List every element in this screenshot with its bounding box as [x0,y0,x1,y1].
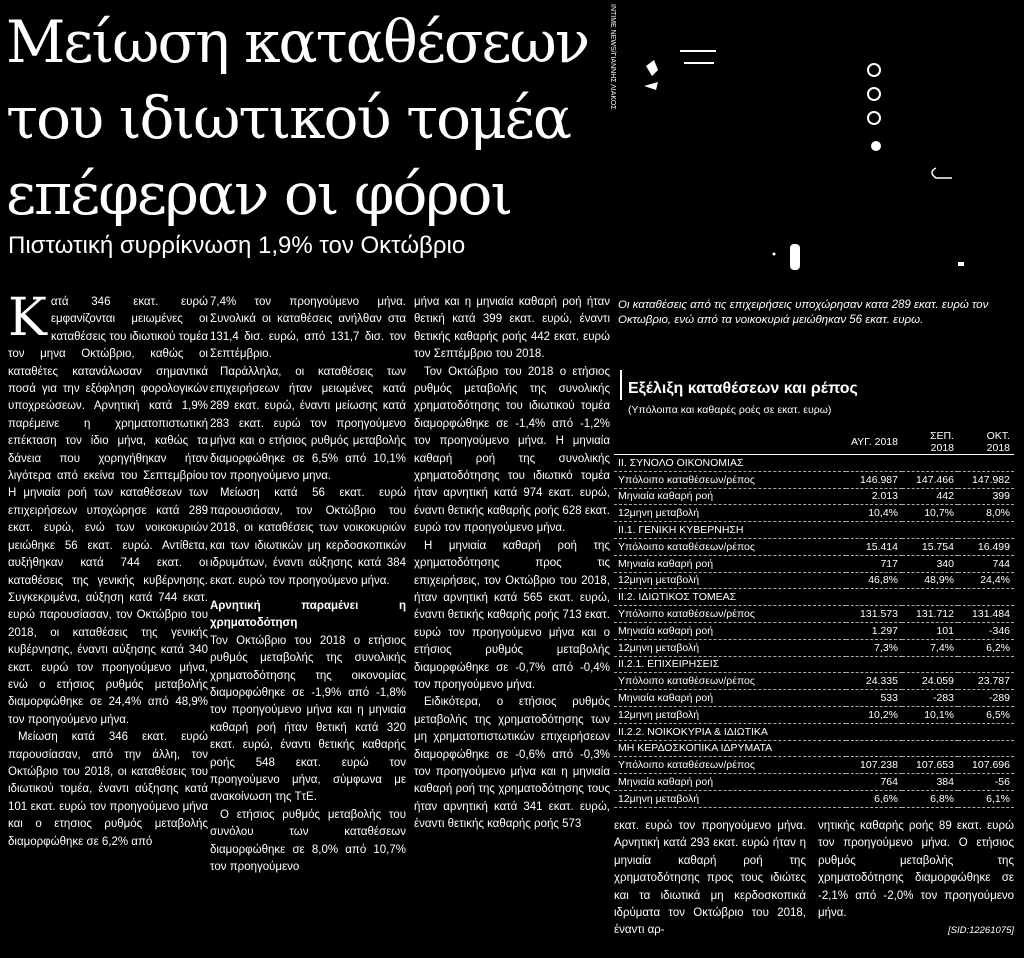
sid-code: [SID:12261075] [947,925,1014,937]
row-value [958,589,1014,606]
row-value: 10,2% [846,706,902,723]
section-heading: Αρνητική παραμένει η χρηματοδότηση [210,599,406,630]
row-label: Υπόλοιπο καταθέσεων/ρέπος [614,538,846,555]
row-label: Υπόλοιπο καταθέσεων/ρέπος [614,471,846,488]
row-label: 12μηνη μεταβολή [614,505,846,522]
table-title: Εξέλιξη καταθέσεων και ρέπος [628,380,858,397]
row-value: -289 [958,690,1014,707]
article-paragraph: Μείωση κατά 346 εκατ. ευρώ παρουσίασαν, από την άλλη, τον Οκτώβριο του 2018, οι καταθέσεις του ιδιωτικού τομέα, έναντι αύξησης κατά 101 εκατ. ευρώ τον προηγούμενο μήνα και ο ετησιος ρυθμός μεταβολής διαμορφώθηκε σε 6,2% από [8,731,208,848]
row-label: ΜΗ ΚΕΡΔΟΣΚΟΠΙΚΑ ΙΔΡΥΜΑΤΑ [614,740,846,757]
row-label: Μηνιαία καθαρή ροή [614,774,846,791]
table-row [614,690,1014,707]
article-column-3 [414,294,610,834]
row-value: 131.573 [846,606,902,623]
article-paragraph: Ειδικότερα, ο ετήσιος ρυθμός μεταβολής της χρηματοδότησης των μη χρηματοπιστωτικών επιχειρήσεων διαμορφώθηκε σε -0,6% από -0,3% τον προηγούμενο μήνα και η μηνιαία καθαρή ροή της χρηματοδότησης τους ήταν αρνητική κατά 341 εκατ. ευρώ, έναντι θετικής καθαρής ροής 573 [414,696,610,831]
article-paragraph: Παράλληλα, οι καταθέσεις των επιχειρήσεων ήταν μειωμένες κατά 289 εκατ. ευρώ, έναντι μείωσης κατά 283 εκατ. ευρώ τον προηγούμενο μήνα και ο ετήσιος ρυθμός μεταβολής διαμορφώθηκε σε 6,5% από 10,1% τον προηγούμενο μηνα. [210,365,406,483]
row-value: 23.787 [958,673,1014,690]
row-value: 717 [846,555,902,572]
row-label: II.2.1. ΕΠΙΧΕΙΡΗΣΕΙΣ [614,656,846,673]
row-label: 12μηνη μεταβολή [614,639,846,656]
table-header-cell [614,430,846,455]
row-value: 131.484 [958,606,1014,623]
article-paragraph: εκατ. ευρώ τον προηγούμενο μήνα. Αρνητική κατά 293 εκατ. ευρώ ήταν η μηνιαία καθαρή ροή της χρηματοδότησης προς τους ιδιώτες και τα ιδιωτικά μη κερδοσκοπικά ιδρύματα τον Οκτώβριο του 2018, έναντι αρ- [614,820,806,937]
row-value [846,656,902,673]
table-row [614,455,1014,472]
row-value: 46,8% [846,572,902,589]
table-row [614,538,1014,555]
table-row [614,723,1014,740]
row-value: 24,4% [958,572,1014,589]
row-label: II.2.2. ΝΟΙΚΟΚΥΡΙΑ & ΙΔΙΩΤΙΚΑ [614,723,846,740]
photo-credit-text: INTIME NEWS/ΓΙΑΝΝΗΣ ΛΙΑΚΟΣ [609,4,616,110]
row-value: 7,4% [902,639,958,656]
table-header-cell: ΑΥΓ. 2018 [846,430,902,455]
row-value: 6,2% [958,639,1014,656]
table-row [614,774,1014,791]
row-value: 147.982 [958,471,1014,488]
row-value: 146.987 [846,471,902,488]
row-value: 48,9% [902,572,958,589]
row-value: 340 [902,555,958,572]
row-value: 442 [902,488,958,505]
row-value: 6,5% [958,706,1014,723]
table-row [614,488,1014,505]
row-value: 107.653 [902,757,958,774]
row-value: 6,8% [902,790,958,807]
row-value: 2.013 [846,488,902,505]
article-paragraph: Η μηνιαία καθαρή ροή της χρηματοδότησης προς τις επιχειρήσεις, τον Οκτώβριο του 2018, ήταν αρνητική κατά 565 εκατ. ευρώ, έναντι θετικής καθαρής ροής 713 εκατ. ευρώ τον προηγούμενο μήνα και ο ετήσιος ρυθμός μεταβολής διαμορφώθηκε σε -0,7% από -0,4% τον προηγούμενο μήνα. [414,539,610,691]
table-row [614,589,1014,606]
table-row [614,606,1014,623]
table-row [614,522,1014,539]
row-value [846,455,902,472]
table-subtitle: (Υπόλοιπα και καθαρές ροές σε εκατ. ευρω) [628,404,832,416]
table-row [614,656,1014,673]
row-value [902,723,958,740]
row-value: -346 [958,622,1014,639]
row-label: II. ΣΥΝΟΛΟ ΟΙΚΟΝΟΜΙΑΣ [614,455,846,472]
row-label: Υπόλοιπο καταθέσεων/ρέπος [614,757,846,774]
table-row [614,622,1014,639]
row-value: 1.297 [846,622,902,639]
row-value [958,740,1014,757]
article-paragraph: νητικής καθαρής ροής 89 εκατ. ευρώ τον προηγούμενο μήνα. Ο ετήσιος ρυθμός μεταβολής της χρηματοδότησης διαμορφώθηκε σε -2,1% από -2,0% τον προηγούμενο μήνα. [818,820,1014,920]
row-value: 6,1% [958,790,1014,807]
row-value: 107.696 [958,757,1014,774]
article-paragraph: Τον Οκτώβριο του 2018 ο ετήσιος ρυθμός μεταβολής της συνολικής χρηματοδότησης της οικονομίας διαμορφώθηκε σε -1,9% από -1,8% τον προηγούμενο μήνα και η μηνιαία καθαρή ροή ήταν θετική κατά 320 εκατ. ευρώ, έναντι θετικής καθαρής ροής 548 εκατ. ευρώ τον προηγούμενο μήνα, σύμφωνα με ανακοίνωση της ΤτΕ. [210,634,406,804]
row-value: 10,1% [902,706,958,723]
row-value: 24.335 [846,673,902,690]
table-frame-line [620,370,622,400]
table-header-cell: ΣΕΠ. 2018 [902,430,958,455]
photo-credit [604,4,618,110]
row-value [958,455,1014,472]
row-value: 10,7% [902,505,958,522]
row-value [902,656,958,673]
row-value: 744 [958,555,1014,572]
row-value [902,522,958,539]
row-label: Μηνιαία καθαρή ροή [614,690,846,707]
row-label: Υπόλοιπο καταθέσεων/ρέπος [614,673,846,690]
row-value: 8,0% [958,505,1014,522]
row-value: 107.238 [846,757,902,774]
deposits-table [614,430,1014,808]
table-row [614,639,1014,656]
table-row [614,673,1014,690]
row-label: Υπόλοιπο καταθέσεων/ρέπος [614,606,846,623]
row-label: 12μηνη μεταβολή [614,706,846,723]
article-paragraph: Μείωση κατά 56 εκατ. ευρώ παρουσιάσαν, τον Οκτώβριο του 2018, οι καταθέσεις των νοικοκυριών και των ιδιωτικών μη κερδοσκοπικών ιδρυμάτων, έναντι αύξησης κατά 384 εκατ. ευρώ τον προηγούμενο μήνα. [210,487,406,587]
row-value [958,656,1014,673]
headline: Μείωση καταθέσεων του ιδιωτικού τομέα επέφεραν οι φόροι [6,8,589,228]
row-value [846,589,902,606]
row-label: Μηνιαία καθαρή ροή [614,488,846,505]
table-row [614,706,1014,723]
row-value [958,522,1014,539]
photo-abacus [624,0,1024,290]
row-value: 764 [846,774,902,791]
article-paragraph: μήνα και η μηνιαία καθαρή ροή ήταν θετική κατά 399 εκατ. ευρώ, έναντι θετικής καθαρής ροής 442 εκατ. ευρώ τον Σεπτέμβριο του 2018. [414,296,610,361]
article-paragraph: Τον Οκτώβριο του 2018 ο ετήσιος ρυθμός μεταβολής της συνολικής χρηματοδότησης του ιδιωτικού τομέα διαμορφώθηκε σε -1,4% από -1,2% τον προηγούμενο μήνα. Η μηνιαία καθαρή ροή της συνολικής χρηματοδότησης του ιδιωτικό τομέα ήταν αρνητική κατά 974 εκατ. ευρώ, έναντι θετικής καθαρής ροής 628 εκατ. ευρώ τον προηγούμενο μήνα. [414,365,610,535]
article-paragraph: Ο ετήσιος ρυθμός μεταβολής του συνόλου των καταθέσεων διαμορφώθηκε σε 8,0% από 10,7% τον προηγούμενο [210,808,406,873]
table-row [614,740,1014,757]
row-value [902,740,958,757]
row-value: 15.754 [902,538,958,555]
table-header-row [614,430,1014,455]
table-row [614,505,1014,522]
row-value: 101 [902,622,958,639]
row-value [902,589,958,606]
table-row [614,572,1014,589]
dropcap: Κ [8,288,47,348]
row-value: 24.059 [902,673,958,690]
row-label: 12μηνη μεταβολή [614,572,846,589]
row-value: -56 [958,774,1014,791]
table-row [614,471,1014,488]
article-column-5 [818,818,1014,940]
row-value: 15.414 [846,538,902,555]
row-value [846,522,902,539]
row-value [958,723,1014,740]
table-header-cell: ΟΚΤ. 2018 [958,430,1014,455]
row-label: II.2. ΙΔΙΩΤΙΚΟΣ ΤΟΜΕΑΣ [614,589,846,606]
row-value [902,455,958,472]
row-value: 533 [846,690,902,707]
deposits-table-box [614,370,1016,805]
summary-caption: Οι καταθέσεις από τις επιχειρήσεις υποχώρησαν κατα 289 εκατ. ευρώ τον Οκτωβριο, ενώ από τα νοικοκυριά μειώθηκαν 56 εκατ. ευρω. [618,299,989,326]
row-label: Μηνιαία καθαρή ροή [614,555,846,572]
row-value: 10,4% [846,505,902,522]
table-row [614,555,1014,572]
row-value [846,723,902,740]
article-column-1 [8,288,208,851]
row-label: II.1. ΓΕΝΙΚΗ ΚΥΒΕΡΝΗΣΗ [614,522,846,539]
table-row [614,790,1014,807]
row-value: 147.466 [902,471,958,488]
row-value: 6,6% [846,790,902,807]
row-value: 131.712 [902,606,958,623]
row-value [846,740,902,757]
row-label: Μηνιαία καθαρή ροή [614,622,846,639]
row-value: 384 [902,774,958,791]
row-label: 12μηνη μεταβολή [614,790,846,807]
article-column-4 [614,818,806,940]
article-paragraph: ατά 346 εκατ. ευρώ εμφανίζονται μειωμένες οι καταθέσεις του ιδιωτικού τομέα τον μηνα Οκτώβριο, καθώς οι καταθέτες κατανάλωσαν σημαντικά ποσά για την εξόφληση φορολογικών υποχρεώσεων. Αρνητική κατά 1,9% παρέμεινε η χρηματοπιστωτική επέκταση τον ίδιο μήνα, καθώς τα δάνεια που χορηγήθηκαν ήταν λιγότερα από εκείνα του Σεπτεμβρίου Η μηνιαία ροή των καταθέσεων των επιχειρήσεων υποχώρησε κατά 289 εκατ. ευρώ, ενώ των νοικοκυριών μειώθηκε 56 εκατ. ευρώ. Αντίθετα, αυξήθηκαν κατά 744 εκατ. οι καταθέσεις της γενικής κυβέρνησης. Συγκεκριμένα, αύξηση κατά 744 εκατ. ευρώ παρουσίασαν, τον Οκτώβριο του 2018, οι καταθέσεις της γενικής κυβέρνησης, έναντι αύξησης κατά 340 εκατ. ευρώ τον προηγούμενο μήνα, ενώ ο ετήσιος ρυθμός μεταβολής διαμορφώθηκε σε 24,4% από 48,9% τον προηγούμενο μήνα. [8,296,208,726]
table-body [614,455,1014,808]
article-column-2 [210,294,406,876]
subheadline: Πιστωτική συρρίκνωση 1,9% τον Οκτώβριο [8,232,466,259]
article-paragraph: 7,4% τον προηγούμενο μήνα. Συνολικά οι καταθέσεις ανήλθαν στα 131,4 δισ. ευρώ, από 131,7 δισ. τον Σεπτέμβριο. [210,296,406,361]
table-row [614,757,1014,774]
row-value: -283 [902,690,958,707]
row-value: 399 [958,488,1014,505]
row-value: 16.499 [958,538,1014,555]
row-value: 7,3% [846,639,902,656]
